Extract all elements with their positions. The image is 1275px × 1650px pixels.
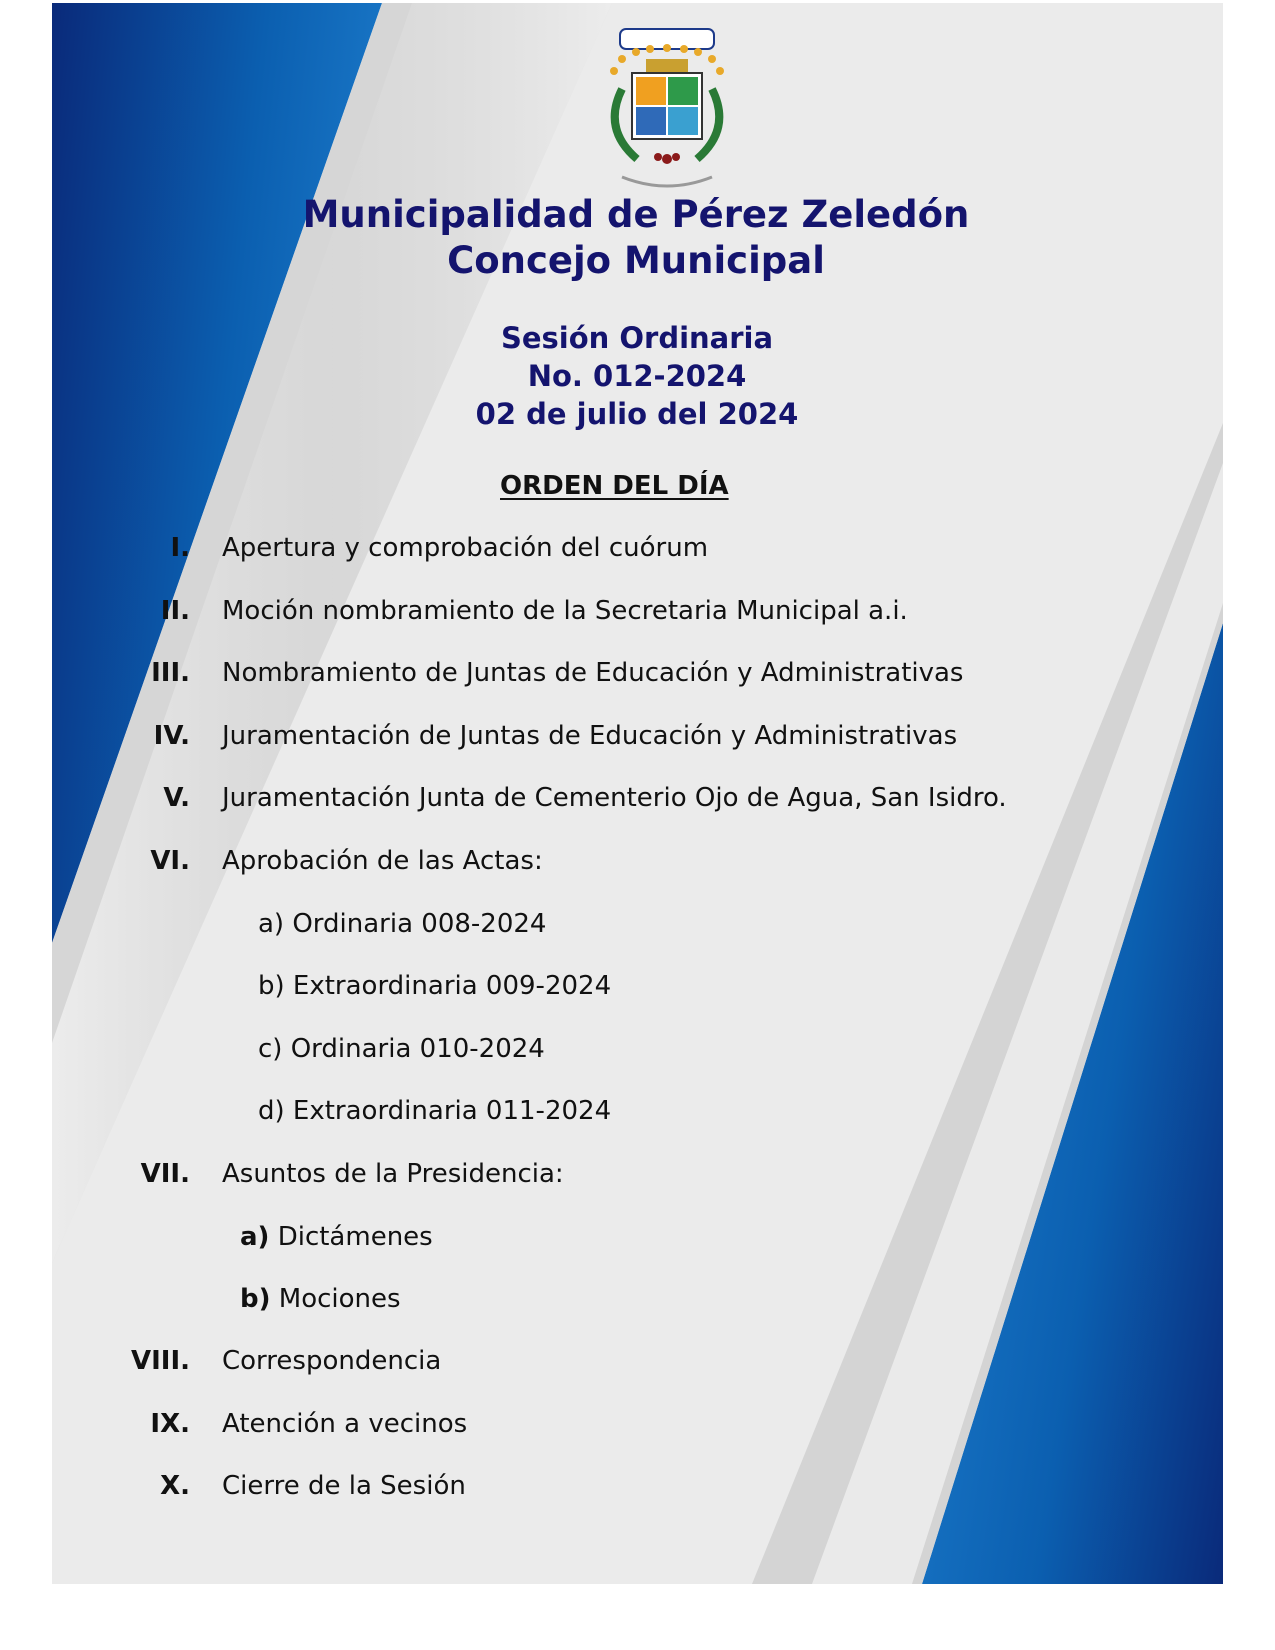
agenda-item-number: VI. xyxy=(150,846,190,876)
presidencia-item xyxy=(240,1284,401,1314)
agenda-item-text: Cierre de la Sesión xyxy=(222,1471,466,1501)
agenda-item-text: Moción nombramiento de la Secretaria Municipal a.i. xyxy=(222,596,908,626)
acta-item: d) Extraordinaria 011-2024 xyxy=(258,1096,612,1126)
agenda-item-number: I. xyxy=(170,533,190,563)
council-title: Concejo Municipal xyxy=(447,239,825,282)
presidencia-item-text: Mociones xyxy=(278,1284,401,1314)
acta-item: b) Extraordinaria 009-2024 xyxy=(258,971,612,1001)
session-number: No. 012-2024 xyxy=(527,359,747,393)
session-type: Sesión Ordinaria xyxy=(500,321,774,355)
agenda-item-number: III. xyxy=(151,658,190,688)
session-date: 02 de julio del 2024 xyxy=(475,397,799,431)
agenda-item-number: X. xyxy=(160,1471,190,1501)
agenda-item-number: VIII. xyxy=(130,1346,190,1376)
agenda-heading: ORDEN DEL DÍA xyxy=(500,471,729,501)
municipal-coat-of-arms-icon xyxy=(592,19,742,195)
agenda-item-text: Nombramiento de Juntas de Educación y Administrativas xyxy=(222,658,964,688)
agenda-item-number: V. xyxy=(163,783,190,813)
agenda-item-text: Apertura y comprobación del cuórum xyxy=(222,533,709,563)
presidencia-item xyxy=(240,1222,433,1252)
agenda-item-number: IX. xyxy=(150,1409,190,1439)
agenda-item-text: Juramentación de Juntas de Educación y Administrativas xyxy=(222,721,958,751)
agenda-item-text: Correspondencia xyxy=(222,1346,442,1376)
agenda-item-text: Aprobación de las Actas: xyxy=(222,846,543,876)
presidencia-item-text: Dictámenes xyxy=(277,1222,433,1252)
municipality-title: Municipalidad de Pérez Zeledón xyxy=(302,193,970,236)
agenda-item-number: IV. xyxy=(153,721,190,751)
document-page xyxy=(52,3,1223,1584)
acta-item: a) Ordinaria 008-2024 xyxy=(258,909,547,939)
presidencia-item-letter: a) xyxy=(240,1222,270,1252)
agenda-item-number: II. xyxy=(160,596,190,626)
agenda-item-number: VII. xyxy=(140,1159,190,1189)
agenda-item-text: Asuntos de la Presidencia: xyxy=(222,1159,564,1189)
agenda-item-text: Atención a vecinos xyxy=(222,1409,468,1439)
agenda-item-text: Juramentación Junta de Cementerio Ojo de Agua, San Isidro. xyxy=(222,783,1007,813)
presidencia-item-letter: b) xyxy=(240,1284,271,1314)
acta-item: c) Ordinaria 010-2024 xyxy=(258,1034,545,1064)
